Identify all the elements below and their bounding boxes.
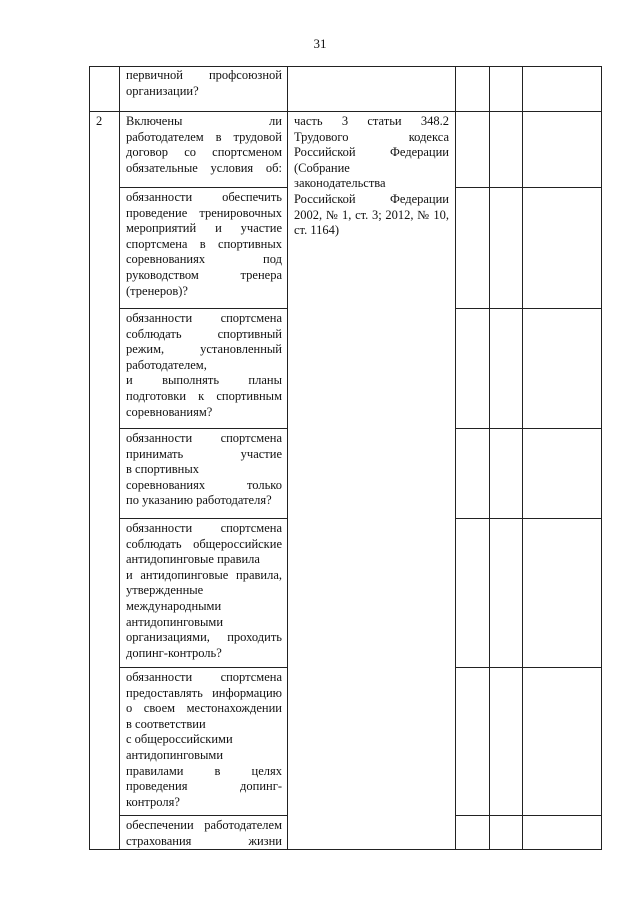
row-divider (119, 308, 288, 309)
table-col-divider (287, 66, 288, 850)
subitem-cell (126, 190, 282, 299)
row-divider (455, 667, 602, 668)
subitem-cell (126, 521, 282, 661)
text-line: руководством тренера (126, 267, 282, 282)
text-line: страхования жизни (126, 833, 282, 848)
text-line: в соответствии (126, 716, 206, 731)
row-divider (455, 815, 602, 816)
subitem-cell (126, 670, 282, 810)
table-col-divider (119, 66, 120, 850)
text-line: в спортивных (126, 462, 199, 477)
text-line: проведения допинг- (126, 779, 282, 794)
text-line: допинг-контроль? (126, 645, 222, 660)
text-line: первичной профсоюзной (126, 68, 282, 82)
table-border-top (89, 66, 602, 67)
text-line: работодателем в трудовой (126, 129, 282, 144)
table-col-divider (522, 66, 523, 850)
page-number: 31 (313, 36, 327, 51)
text-line: Российской Федерации (294, 191, 449, 206)
table-border-left (89, 66, 90, 850)
continuation-cell (126, 68, 282, 99)
text-line: соревнованиях только (126, 477, 282, 492)
text-line: мероприятий и участие (126, 221, 282, 236)
text-line: антидопинговые правила (126, 552, 260, 567)
row-divider (455, 308, 602, 309)
text-line: Включены ли (126, 114, 282, 128)
question-cell (126, 114, 282, 176)
text-line: обязанности обеспечить (126, 190, 282, 204)
subitem-cell (126, 311, 282, 420)
text-line: организации? (126, 83, 199, 98)
text-line: антидопинговыми (126, 747, 224, 762)
text-line: с общероссийскими (126, 732, 233, 747)
text-line: соревнованиям? (126, 404, 213, 419)
legal-reference-cell (294, 114, 449, 239)
text-line: антидопинговыми (126, 614, 224, 629)
row-divider (455, 518, 602, 519)
text-line: контроля? (126, 794, 180, 809)
text-line: часть 3 статьи 348.2 (294, 114, 449, 128)
text-line: международными (126, 598, 222, 613)
subitem-cell (126, 818, 282, 849)
text-line: спортсмена в спортивных (126, 236, 282, 251)
text-line: обеспечении работодателем (126, 818, 282, 832)
row-divider (119, 518, 288, 519)
text-line: законодательства (294, 176, 386, 191)
text-line: по указанию работодателя? (126, 493, 272, 508)
text-line: соревнованиях под (126, 252, 282, 267)
text-line: организациями, проходить (126, 630, 282, 645)
row-divider (119, 428, 288, 429)
text-line: обязательные условия об: (126, 160, 282, 175)
table-col-divider (489, 66, 490, 850)
text-line: (тренеров)? (126, 283, 188, 298)
text-line: соблюдать общероссийские (126, 536, 282, 551)
text-line: режим, установленный (126, 342, 282, 357)
text-line: 2002, № 1, ст. 3; 2012, № 10, (294, 207, 449, 222)
table-border-right (601, 66, 602, 850)
text-line: и антидопинговые правила, (126, 567, 282, 582)
row-divider (89, 111, 602, 112)
row-divider (119, 815, 288, 816)
row-divider (119, 187, 288, 188)
text-line: и выполнять планы (126, 373, 282, 388)
table-col-divider (455, 66, 456, 850)
text-line: о своем местонахождении (126, 701, 282, 716)
text-line: предоставлять информацию (126, 685, 282, 700)
text-line: Трудового кодекса (294, 129, 449, 144)
row-divider (119, 667, 288, 668)
text-line: подготовки к спортивным (126, 388, 282, 403)
row-divider (455, 428, 602, 429)
text-line: принимать участие (126, 446, 282, 461)
text-line: правилами в целях (126, 763, 282, 778)
subitem-cell (126, 431, 282, 509)
text-line: ст. 1164) (294, 223, 340, 238)
text-line: соблюдать спортивный (126, 326, 282, 341)
text-line: утвержденные (126, 583, 204, 598)
text-line: обязанности спортсмена (126, 521, 282, 535)
text-line: договор со спортсменом (126, 145, 282, 160)
text-line: Российской Федерации (294, 145, 449, 160)
text-line: проведение тренировочных (126, 205, 282, 220)
text-line: обязанности спортсмена (126, 311, 282, 325)
row-divider (455, 187, 602, 188)
text-line: обязанности спортсмена (126, 670, 282, 684)
text-line: обязанности спортсмена (126, 431, 282, 445)
text-line: работодателем, (126, 357, 207, 372)
text-line: (Собрание (294, 160, 350, 175)
row-number: 2 (96, 114, 103, 128)
